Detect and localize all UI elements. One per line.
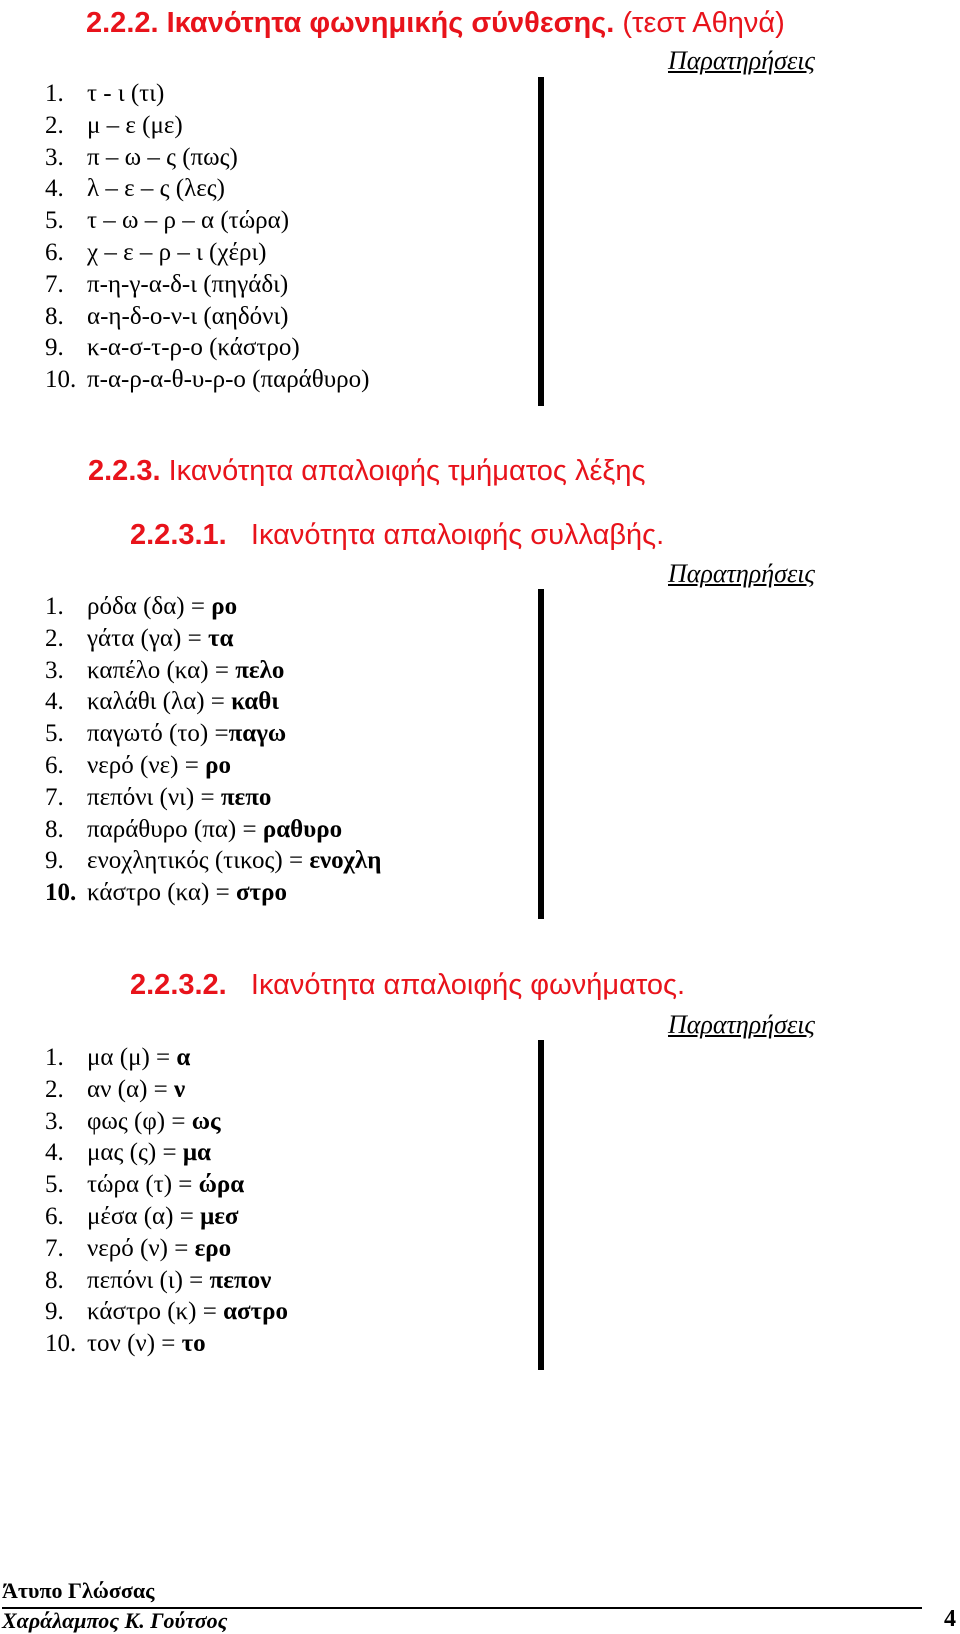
section-number: 2.2.3.1. [130,519,227,551]
section-number: 2.2.2. [86,7,159,39]
page-number: 4 [944,1606,956,1632]
divider-line-3 [538,1040,544,1370]
section-title: Ικανότητα απαλοιφής συλλαβής. [250,519,665,551]
footer-author: Χαράλαμπος Κ. Γούτσος [2,1608,228,1633]
section-number: 2.2.3. [88,455,161,487]
observations-label-2: Παρατηρήσεις [668,559,815,588]
section-2-2-3-2-heading [130,968,685,1002]
section-title: Ικανότητα απαλοιφής τμήματος λέξης [168,455,646,487]
section-number: 2.2.3.2. [130,969,227,1001]
section-2-2-3-1-heading [130,518,664,552]
observations-label-1: Παρατηρήσεις [668,46,815,75]
section-2-2-3-heading [88,454,645,488]
section-note: (τεστ Αθηνά) [622,7,785,39]
divider-line-1 [538,77,544,406]
observations-label-3: Παρατηρήσεις [668,1010,815,1039]
section-title: Ικανότητα απαλοιφής φωνήματος. [250,969,686,1001]
section-2-2-2-heading [86,6,785,40]
divider-line-2 [538,589,544,919]
section-title: Ικανότητα φωνημικής σύνθεσης. [166,7,615,39]
footer-title: Άτυπο Γλώσσας [2,1578,155,1603]
